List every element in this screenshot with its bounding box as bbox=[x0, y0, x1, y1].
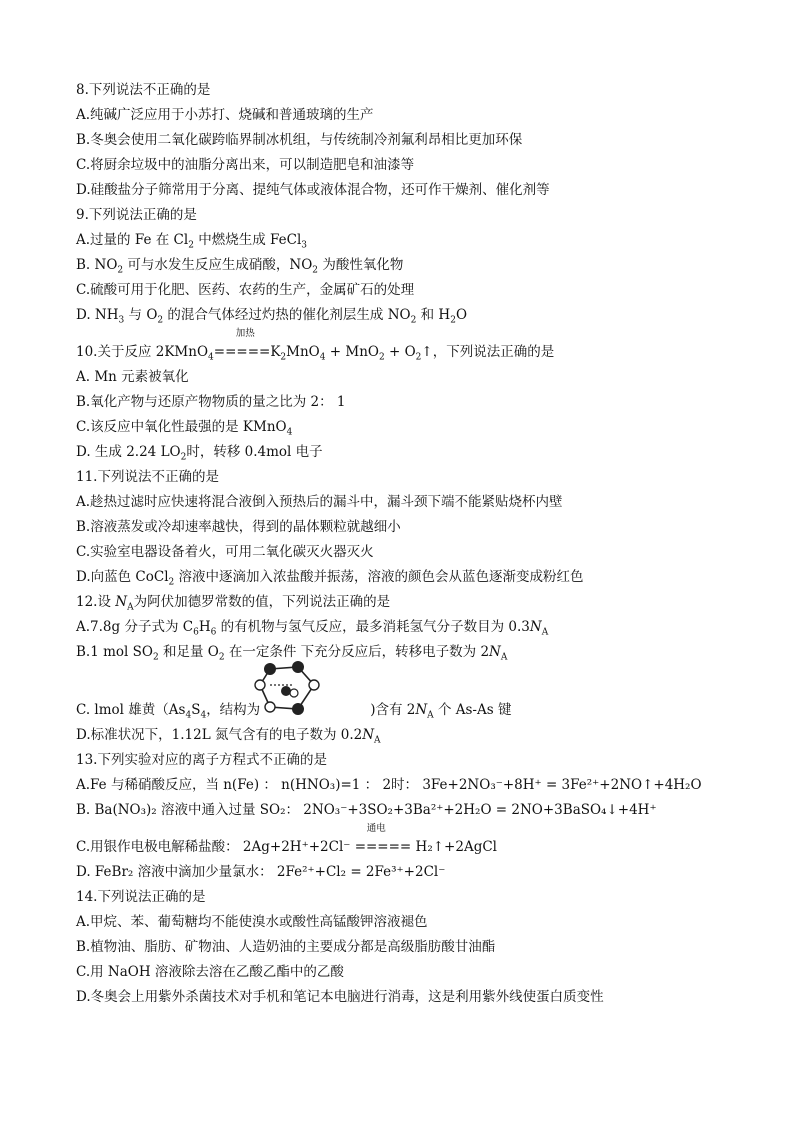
q14-option-d: D.冬奥会上用紫外杀菌技术对手机和笔记本电脑进行消毒，这是利用紫外线使蛋白质变性 bbox=[76, 989, 604, 1005]
q9-option-a: A.过量的 Fe 在 $Cl_2$ 中燃烧生成 FeCl$_3$ bbox=[76, 232, 308, 251]
q10-stem: 10.关于反应 2KMnO$_4$ 加热 $=====K_2MnO_4 + MnO_2$ + $O_2↑$，下列说法正确的是 bbox=[76, 328, 756, 365]
heating-arrow: 加热 ===== bbox=[213, 328, 271, 360]
q12-stem: 12.设 $N_A$为阿伏加德罗常数的值，下列说法正确的是 bbox=[76, 594, 391, 613]
q13-option-d: D. FeBr₂ 溶液中滴加少量氯水： 2Fe²⁺+Cl₂ = 2Fe³⁺+2Cl⁻ bbox=[76, 864, 446, 880]
q10-option-d: D. 生成 2.24 $LO_2$时，转移 0.4mol 电子 bbox=[76, 444, 323, 463]
q8-option-a: A.纯碱广泛应用于小苏打、烧碱和普通玻璃的生产 bbox=[76, 107, 374, 123]
q12-option-c: C. lmol 雄黄（$As_4S_4$，结构为 )含有 $2N_A$ 个 As-As 键 bbox=[76, 665, 756, 723]
q12-option-d: D.标准状况下，1.12L 氮气含有的电子数为 $0.2N_A$ bbox=[76, 727, 381, 746]
q9-option-d: D. $NH_3$ 与 $O_2$ 的混合气体经过灼热的催化剂层生成 $NO_2$ 和 $H_2O$ bbox=[76, 307, 468, 326]
q11-option-c: C.实验室电器设备着火，可用二氧化碳灭火器灭火 bbox=[76, 544, 374, 560]
q10-option-b: B.氧化产物与还原产物物质的量之比为 2： 1 bbox=[76, 394, 346, 410]
q8-option-c: C.将厨余垃圾中的油脂分离出来，可以制造肥皂和油漆等 bbox=[76, 157, 415, 173]
q8-option-d: D.硅酸盐分子筛常用于分离、提纯气体或液体混合物，还可作干燥剂、催化剂等 bbox=[76, 182, 550, 198]
q10-option-a: A. Mn 元素被氧化 bbox=[76, 369, 189, 385]
q11-stem: 11.下列说法不正确的是 bbox=[76, 469, 219, 485]
q12-option-a: A.7.8g 分子式为 $C_6H_6$ 的有机物与氢气反应，最多消耗氢气分子数目为 $0.3N_A$ bbox=[76, 619, 549, 638]
q9-option-b: B. $NO_2$ 可与水发生反应生成硝酸，$NO_2$ 为酸性氧化物 bbox=[76, 257, 404, 276]
electrolysis-arrow: 通电 ===== bbox=[354, 823, 412, 855]
q13-stem: 13.下列实验对应的离子方程式不正确的是 bbox=[76, 752, 327, 768]
q9-stem: 9.下列说法正确的是 bbox=[76, 207, 197, 223]
q9-option-c: C.硫酸可用于化肥、医药、农药的生产，金属矿石的处理 bbox=[76, 282, 415, 298]
q11-option-a: A.趁热过滤时应快速将混合液倒入预热后的漏斗中，漏斗颈下端不能紧贴烧杯内壁 bbox=[76, 494, 563, 510]
q14-stem: 14.下列说法正确的是 bbox=[76, 889, 206, 905]
q14-option-b: B.植物油、脂肪、矿物油、人造奶油的主要成分都是高级脂肪酸甘油酯 bbox=[76, 939, 496, 955]
q14-option-a: A.甲烷、苯、葡萄糖均不能使溴水或酸性高锰酸钾溶液褪色 bbox=[76, 914, 428, 930]
q11-option-b: B.溶液蒸发或冷却速率越快，得到的晶体颗粒就越细小 bbox=[76, 519, 401, 535]
q10-option-c: C.该反应中氧化性最强的是 KMnO$_4$ bbox=[76, 419, 293, 438]
q13-option-a: A.Fe 与稀硝酸反应，当 n(Fe) ： n(HNO₃)=1 ： 2时： 3Fe+2NO₃⁻+8H⁺ = 3Fe²⁺+2NO↑+4H₂O bbox=[76, 777, 702, 793]
exam-page bbox=[76, 78, 756, 1010]
q13-option-c: C.用银作电极电解稀盐酸： 2Ag+2H⁺+2Cl⁻ 通电 ===== H₂↑+2AgCl bbox=[76, 823, 756, 860]
q8-option-b: B.冬奥会使用二氧化碳跨临界制冰机组，与传统制冷剂氟利昂相比更加环保 bbox=[76, 132, 523, 148]
q14-option-c: C.用 NaOH 溶液除去溶在乙酸乙酯中的乙酸 bbox=[76, 964, 344, 980]
q11-option-d: D.向蓝色 CoCl$_2$ 溶液中逐滴加入浓盐酸并振荡，溶液的颜色会从蓝色逐渐变成粉红色 bbox=[76, 569, 584, 588]
q13-option-b: B. Ba(NO₃)₂ 溶液中通入过量 SO₂： 2NO₃⁻+3SO₂+3Ba²⁺+2H₂O = 2NO+3BaSO₄↓+4H⁺ bbox=[76, 802, 657, 818]
q12-option-b: B.1 mol $SO_2$ 和足量 $O_2$ 在一定条件 下充分反应后，转移电子数为 $2N_A$ bbox=[76, 644, 508, 663]
q8-stem: 8.下列说法不正确的是 bbox=[76, 82, 211, 98]
